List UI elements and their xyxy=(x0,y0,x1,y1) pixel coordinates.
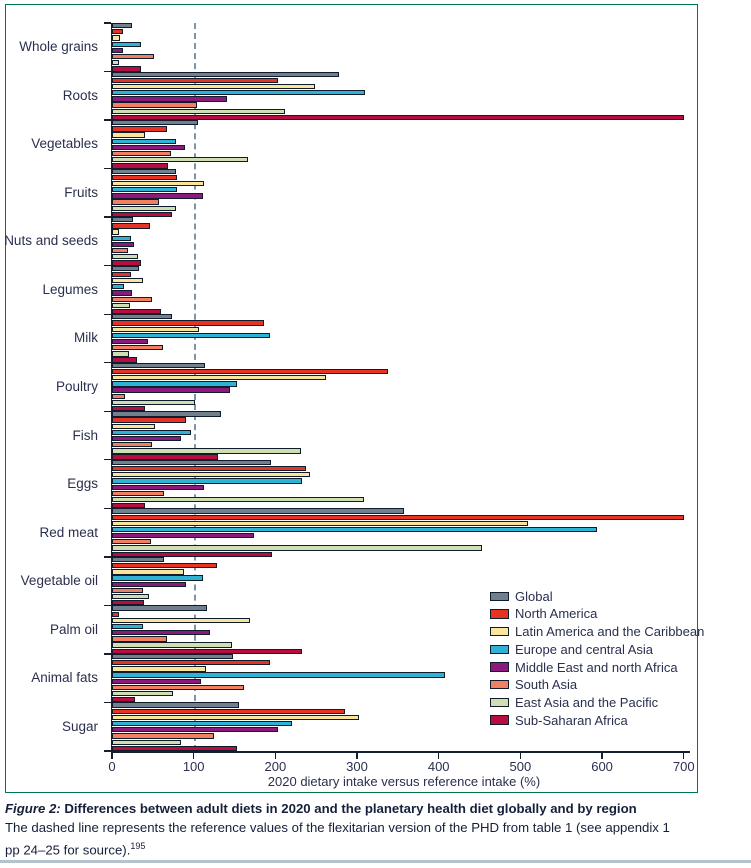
legend-label-sub-saharan-africa: Sub-Saharan Africa xyxy=(515,712,628,728)
bar-global xyxy=(112,72,339,77)
bar-europe-and-central-asia xyxy=(112,381,237,386)
bar-global xyxy=(112,508,404,513)
bar-group-poultry xyxy=(112,363,696,412)
bar-global xyxy=(112,363,205,368)
bar-east-asia-and-the-pacific xyxy=(112,206,176,211)
legend-label-latin-america-and-the-caribbean: Latin America and the Caribbean xyxy=(515,624,705,640)
bar-middle-east-and-north-africa xyxy=(112,96,227,101)
category-label-poultry: Poultry xyxy=(55,379,98,394)
bar-middle-east-and-north-africa xyxy=(112,679,201,684)
bar-south-asia xyxy=(112,491,164,496)
y-axis-tick xyxy=(104,362,111,363)
bar-global xyxy=(112,557,164,562)
category-label-eggs: Eggs xyxy=(67,476,98,492)
bar-latin-america-and-the-caribbean xyxy=(112,715,359,720)
bar-sub-saharan-africa xyxy=(112,746,237,751)
bar-latin-america-and-the-caribbean xyxy=(112,181,204,186)
bar-north-america xyxy=(112,78,278,83)
category-label-fish: Fish xyxy=(72,427,98,443)
legend-label-middle-east-and-north-africa: Middle East and north Africa xyxy=(515,659,678,675)
bar-north-america xyxy=(112,272,131,277)
bar-middle-east-and-north-africa xyxy=(112,436,181,441)
caption-title-text: Differences between adult diets in 2020 and the planetary health diet globally and by region xyxy=(64,801,637,816)
y-axis-tick xyxy=(104,168,111,169)
plot-area xyxy=(4,23,705,774)
bar-group-legumes xyxy=(112,266,696,315)
bar-global xyxy=(112,654,233,659)
bar-global xyxy=(112,217,133,222)
bar-middle-east-and-north-africa xyxy=(112,145,185,150)
category-label-nuts-and-seeds: Nuts and seeds xyxy=(4,233,98,249)
x-axis-tick-label: 600 xyxy=(591,759,613,774)
y-axis-tick xyxy=(104,459,111,460)
bar-north-america xyxy=(112,29,123,34)
bar-europe-and-central-asia xyxy=(112,624,143,629)
bar-south-asia xyxy=(112,248,128,253)
bar-south-asia xyxy=(112,685,244,690)
y-axis-tick xyxy=(104,411,111,412)
category-label-whole-grains: Whole grains xyxy=(19,39,98,55)
bar-group-vegetables xyxy=(112,120,696,169)
bar-north-america xyxy=(112,612,119,617)
x-axis-tick-label: 0 xyxy=(108,759,116,774)
bar-middle-east-and-north-africa xyxy=(112,582,186,587)
y-axis-tick xyxy=(104,653,111,654)
bar-middle-east-and-north-africa xyxy=(112,485,204,490)
bar-south-asia xyxy=(112,442,152,447)
x-axis-line xyxy=(111,751,691,753)
bar-east-asia-and-the-pacific xyxy=(112,254,138,259)
y-axis-tick xyxy=(104,702,111,703)
bar-east-asia-and-the-pacific xyxy=(112,60,119,65)
legend-label-europe-and-central-asia: Europe and central Asia xyxy=(515,641,654,657)
bar-north-america xyxy=(112,563,217,568)
bar-group-milk xyxy=(112,314,696,363)
bar-global xyxy=(112,120,198,125)
bar-south-asia xyxy=(112,636,167,641)
bar-east-asia-and-the-pacific xyxy=(112,351,129,356)
bar-global xyxy=(112,411,221,416)
category-label-fruits: Fruits xyxy=(64,184,98,200)
figure-number-label: Figure 2: xyxy=(5,801,61,816)
x-axis-tick-label: 300 xyxy=(346,759,368,774)
bar-east-asia-and-the-pacific xyxy=(112,642,232,647)
caption-note-line1: The dashed line represents the reference values of the flexitarian version of the PHD from table 1 (see appendix 1 xyxy=(5,820,670,835)
bar-latin-america-and-the-caribbean xyxy=(112,618,250,623)
bar-group-eggs xyxy=(112,460,696,509)
bar-south-asia xyxy=(112,151,171,156)
bar-south-asia xyxy=(112,394,125,399)
y-axis-tick xyxy=(104,750,111,751)
y-axis-tick xyxy=(104,556,111,557)
bar-latin-america-and-the-caribbean xyxy=(112,375,326,380)
bar-europe-and-central-asia xyxy=(112,430,191,435)
bar-east-asia-and-the-pacific xyxy=(112,157,248,162)
bar-north-america xyxy=(112,417,186,422)
bar-middle-east-and-north-africa xyxy=(112,193,203,198)
bar-latin-america-and-the-caribbean xyxy=(112,278,143,283)
bar-latin-america-and-the-caribbean xyxy=(112,35,120,40)
bar-group-sugar xyxy=(112,702,696,751)
bar-middle-east-and-north-africa xyxy=(112,387,230,392)
bar-group-whole-grains xyxy=(112,23,696,72)
bar-europe-and-central-asia xyxy=(112,42,141,47)
legend-label-north-america: North America xyxy=(515,606,598,622)
bar-europe-and-central-asia xyxy=(112,478,302,483)
bar-group-roots xyxy=(112,72,696,121)
bar-global xyxy=(112,314,172,319)
bar-europe-and-central-asia xyxy=(112,187,177,192)
bar-middle-east-and-north-africa xyxy=(112,533,254,538)
y-axis-tick xyxy=(104,605,111,606)
bar-south-asia xyxy=(112,539,151,544)
bar-south-asia xyxy=(112,199,159,204)
bar-middle-east-and-north-africa xyxy=(112,48,123,53)
y-axis-tick xyxy=(104,216,111,217)
y-axis-tick xyxy=(104,119,111,120)
bar-north-america xyxy=(112,515,684,520)
bar-group-fish xyxy=(112,411,696,460)
y-axis-tick xyxy=(104,508,111,509)
bar-global xyxy=(112,169,176,174)
bar-latin-america-and-the-caribbean xyxy=(112,521,528,526)
bar-latin-america-and-the-caribbean xyxy=(112,132,145,137)
bar-north-america xyxy=(112,709,345,714)
bar-europe-and-central-asia xyxy=(112,672,445,677)
bar-middle-east-and-north-africa xyxy=(112,630,210,635)
x-axis-tick-label: 500 xyxy=(509,759,532,774)
bar-europe-and-central-asia xyxy=(112,236,131,241)
bar-middle-east-and-north-africa xyxy=(112,242,134,247)
category-label-animal-fats: Animal fats xyxy=(31,670,98,686)
bar-north-america xyxy=(112,660,270,665)
bar-east-asia-and-the-pacific xyxy=(112,109,285,114)
y-axis-tick xyxy=(104,314,111,315)
category-labels xyxy=(4,23,104,751)
bar-group-palm-oil xyxy=(112,605,696,654)
figure-caption xyxy=(5,799,732,859)
bar-europe-and-central-asia xyxy=(112,575,203,580)
y-axis-tick xyxy=(104,22,111,23)
bar-latin-america-and-the-caribbean xyxy=(112,666,206,671)
category-label-red-meat: Red meat xyxy=(39,524,98,540)
category-label-sugar: Sugar xyxy=(61,718,98,734)
category-label-vegetable-oil: Vegetable oil xyxy=(20,573,98,589)
legend-label-global: Global xyxy=(515,588,553,604)
legend-label-south-asia: South Asia xyxy=(515,677,578,693)
bar-north-america xyxy=(112,223,150,228)
caption-note xyxy=(5,818,732,859)
category-label-vegetables: Vegetables xyxy=(31,136,98,152)
bar-south-asia xyxy=(112,345,163,350)
caption-title-line xyxy=(5,799,732,818)
bar-global xyxy=(112,23,132,28)
bar-group-red-meat xyxy=(112,508,696,557)
x-axis-tick-label: 400 xyxy=(427,759,450,774)
bar-north-america xyxy=(112,466,306,471)
bar-east-asia-and-the-pacific xyxy=(112,545,482,550)
bar-east-asia-and-the-pacific xyxy=(112,740,181,745)
bar-europe-and-central-asia xyxy=(112,139,176,144)
bar-north-america xyxy=(112,369,388,374)
bar-latin-america-and-the-caribbean xyxy=(112,424,155,429)
bar-south-asia xyxy=(112,54,154,59)
bar-europe-and-central-asia xyxy=(112,284,124,289)
bar-latin-america-and-the-caribbean xyxy=(112,569,184,574)
caption-note-line2: pp 24–25 for source). xyxy=(5,842,131,858)
bar-global xyxy=(112,605,207,610)
y-axis-tick xyxy=(104,71,111,72)
x-axis-tick-label: 100 xyxy=(182,759,205,774)
x-axis-tick-label: 700 xyxy=(672,759,695,774)
chart-frame xyxy=(4,4,705,793)
bar-global xyxy=(112,266,139,271)
bar-east-asia-and-the-pacific xyxy=(112,497,364,502)
bar-east-asia-and-the-pacific xyxy=(112,594,149,599)
bar-global xyxy=(112,460,271,465)
bar-latin-america-and-the-caribbean xyxy=(112,84,315,89)
bar-group-nuts-and-seeds xyxy=(112,217,696,266)
x-axis-title: 2020 dietary intake versus reference intake (%) xyxy=(267,774,541,789)
bottom-divider xyxy=(0,860,751,863)
bar-east-asia-and-the-pacific xyxy=(112,303,130,308)
category-label-roots: Roots xyxy=(62,87,98,103)
category-label-milk: Milk xyxy=(74,330,98,346)
bar-north-america xyxy=(112,175,177,180)
bar-east-asia-and-the-pacific xyxy=(112,448,301,453)
bar-latin-america-and-the-caribbean xyxy=(112,472,310,477)
y-axis-tick xyxy=(104,265,111,266)
bar-group-vegetable-oil xyxy=(112,557,696,606)
bar-europe-and-central-asia xyxy=(112,721,292,726)
bar-east-asia-and-the-pacific xyxy=(112,691,173,696)
bar-latin-america-and-the-caribbean xyxy=(112,327,199,332)
category-label-palm-oil: Palm oil xyxy=(49,621,98,637)
caption-reference-superscript: 195 xyxy=(130,841,146,851)
bar-middle-east-and-north-africa xyxy=(112,290,132,295)
bar-middle-east-and-north-africa xyxy=(112,727,278,732)
bar-south-asia xyxy=(112,297,152,302)
bar-global xyxy=(112,702,239,707)
category-label-legumes: Legumes xyxy=(42,281,98,297)
bar-south-asia xyxy=(112,102,197,107)
x-axis-tick-label: 200 xyxy=(264,759,287,774)
bar-europe-and-central-asia xyxy=(112,333,270,338)
bar-europe-and-central-asia xyxy=(112,90,365,95)
bar-middle-east-and-north-africa xyxy=(112,339,148,344)
bar-north-america xyxy=(112,320,264,325)
bar-group-fruits xyxy=(112,169,696,218)
bar-south-asia xyxy=(112,733,214,738)
bar-east-asia-and-the-pacific xyxy=(112,400,195,405)
bar-latin-america-and-the-caribbean xyxy=(112,229,119,234)
bar-europe-and-central-asia xyxy=(112,527,597,532)
bar-south-asia xyxy=(112,588,143,593)
bar-group-animal-fats xyxy=(112,654,696,703)
legend-label-east-asia-and-the-pacific: East Asia and the Pacific xyxy=(515,694,659,710)
bar-north-america xyxy=(112,126,167,131)
